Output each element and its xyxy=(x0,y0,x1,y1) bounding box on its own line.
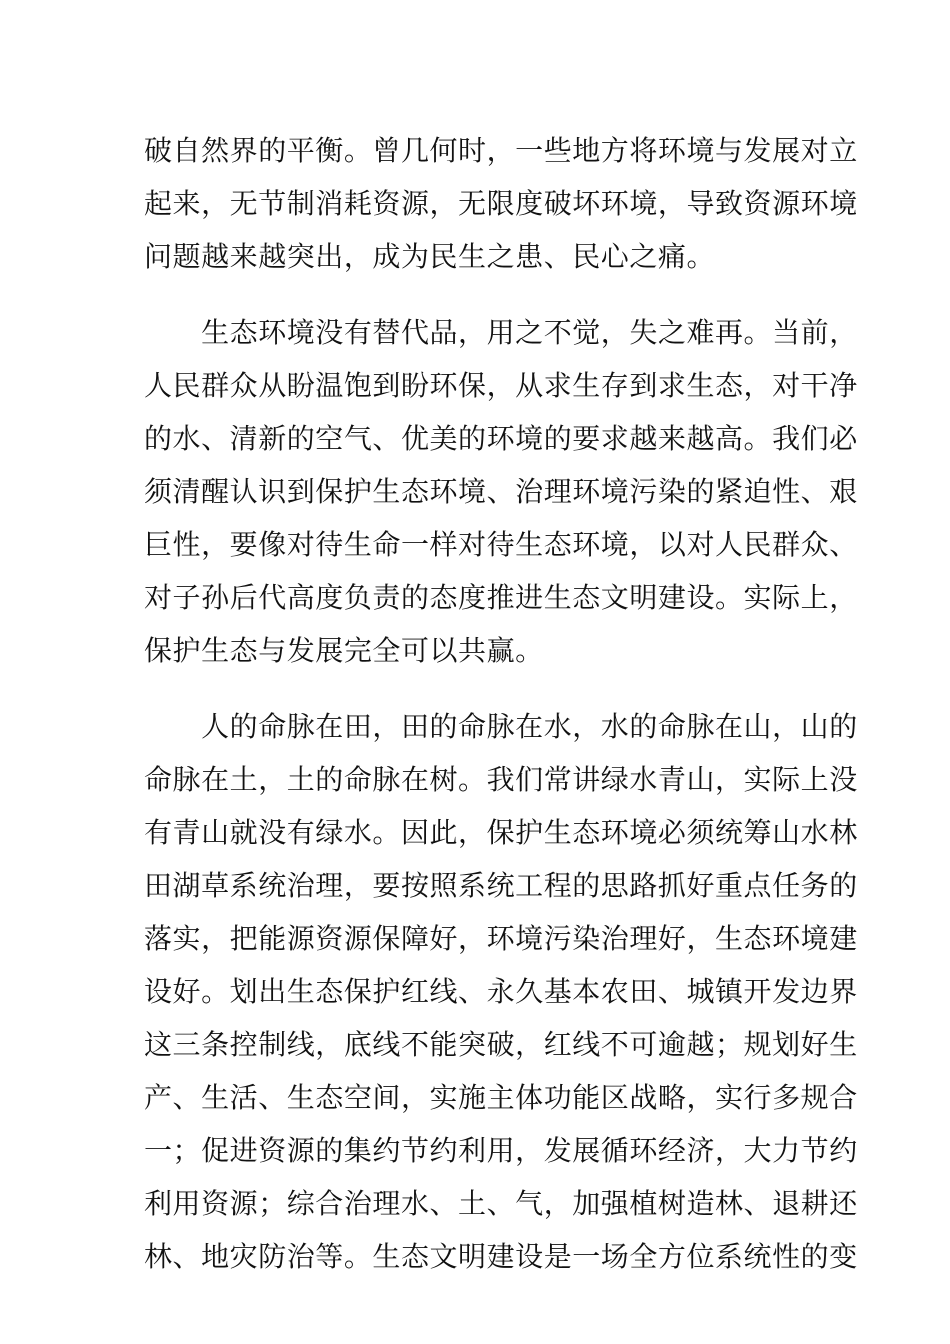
text-line: 产、生活、生态空间，实施主体功能区战略，实行多规合 xyxy=(144,1081,858,1114)
text-line: 设好。划出生态保护红线、永久基本农田、城镇开发边界 xyxy=(144,975,858,1008)
text-line: 须清醒认识到保护生态环境、治理环境污染的紧迫性、艰 xyxy=(144,475,858,508)
text-line: 问题越来越突出，成为民生之患、民心之痛。 xyxy=(144,240,716,273)
text-line: 破自然界的平衡。曾几何时，一些地方将环境与发展对立 xyxy=(144,134,858,167)
paragraph-3 xyxy=(144,700,858,1283)
text-line: 的水、清新的空气、优美的环境的要求越来越高。我们必 xyxy=(144,422,858,455)
text-line: 一；促进资源的集约节约利用，发展循环经济，大力节约 xyxy=(144,1134,858,1167)
text-line: 落实，把能源资源保障好，环境污染治理好，生态环境建 xyxy=(144,922,858,955)
text-line: 保护生态与发展完全可以共赢。 xyxy=(144,634,544,667)
text-line: 起来，无节制消耗资源，无限度破坏环境，导致资源环境 xyxy=(144,187,858,220)
text-line: 林、地灾防治等。生态文明建设是一场全方位系统性的变 xyxy=(144,1240,858,1273)
text-line: 人的命脉在田，田的命脉在水，水的命脉在山，山的 xyxy=(144,710,858,743)
text-line: 这三条控制线，底线不能突破，红线不可逾越；规划好生 xyxy=(144,1028,858,1061)
paragraph-spacer xyxy=(144,677,804,700)
text-line: 巨性，要像对待生命一样对待生态环境，以对人民群众、 xyxy=(144,528,858,561)
text-line: 命脉在土，土的命脉在树。我们常讲绿水青山，实际上没 xyxy=(144,763,858,796)
text-line: 对子孙后代高度负责的态度推进生态文明建设。实际上， xyxy=(144,581,858,614)
text-line: 人民群众从盼温饱到盼环保，从求生存到求生态，对干净 xyxy=(144,369,858,402)
body-text xyxy=(144,124,858,1283)
paragraph-1 xyxy=(144,124,858,283)
text-line: 生态环境没有替代品，用之不觉，失之难再。当前， xyxy=(144,316,858,349)
text-line: 利用资源；综合治理水、土、气，加强植树造林、退耕还 xyxy=(144,1187,858,1220)
text-line: 田湖草系统治理，要按照系统工程的思路抓好重点任务的 xyxy=(144,869,858,902)
paragraph-spacer xyxy=(144,283,804,306)
paragraph-2 xyxy=(144,306,858,677)
text-line: 有青山就没有绿水。因此，保护生态环境必须统筹山水林 xyxy=(144,816,858,849)
